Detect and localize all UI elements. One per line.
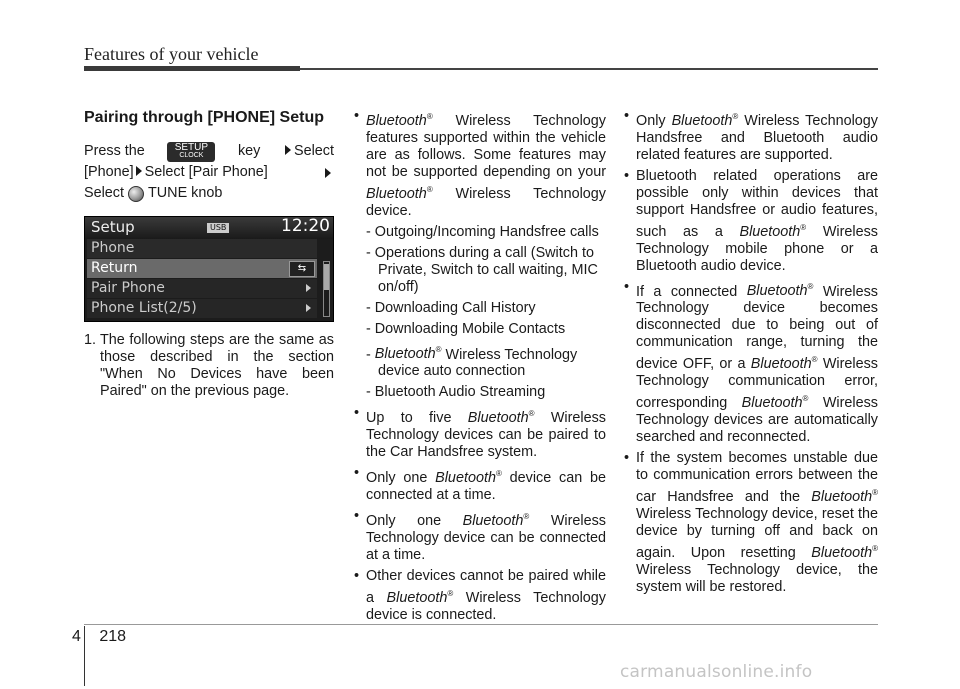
instruction-line-2: [Phone] Select [Pair Phone] [84, 162, 334, 183]
bullet-related-operations: • Bluetooth related operations are possible only within devices that support Handsfree or audio features, such as a Bluetooth® Wireless Technology mobile phone or a Bluetooth audio device. [624, 168, 878, 275]
screen-scrollbar [323, 261, 330, 317]
page-number [72, 628, 126, 646]
usb-icon: USB [207, 223, 229, 233]
sub-item: - Outgoing/Incoming Handsfree calls [366, 223, 599, 240]
instruction-line-3: Select TUNE knob [84, 185, 223, 201]
screen-title: Setup [91, 218, 135, 236]
screen-clock: 12:20 [281, 216, 330, 236]
tune-knob-icon [128, 186, 144, 202]
header-rule [300, 68, 878, 70]
screen-row-phone-list: Phone List(2/5) [87, 299, 317, 318]
bullet-disconnected: • If a connected Bluetooth® Wireless Technology device becomes disconnected due to being out of communication range, turning the device OFF, or a Bluetooth® Wireless Technology communication error, corresponding Bluetooth® Wireless Technology devices are automatically searched and reconnected. [624, 279, 878, 446]
column-3 [624, 108, 878, 600]
bullet-only-handsfree: • Only Bluetooth® Wireless Technology Handsfree and Bluetooth audio related features are supported. [624, 108, 878, 164]
page-number-value: 218 [99, 628, 127, 645]
numbered-step: 1. The following steps are the same as those described in the section "When No Devices have been Paired" on the previous page. [84, 332, 334, 399]
sub-item: - Bluetooth Audio Streaming [366, 384, 546, 401]
chevron-right-icon [306, 304, 311, 312]
setup-key-icon: SETUP CLOCK [167, 142, 215, 162]
screen-row-pair-phone: Pair Phone [87, 279, 317, 298]
sub-item: - Bluetooth® Wireless Technology device auto connection [366, 345, 578, 380]
column-1 [84, 108, 334, 400]
bullet-unstable: • If the system becomes unstable due to communication errors between the car Handsfree and the Bluetooth® Wireless Technology device, reset the device by turning off and back on again. Upon resetting Bluetooth® Wireless Technology device, the system will be restored. [624, 450, 878, 596]
screen-row-return: Return ⇆ [87, 259, 317, 278]
setup-screen-image [84, 216, 334, 322]
screen-row-phone: Phone [87, 239, 317, 258]
sub-item: - Downloading Mobile Contacts [366, 320, 566, 337]
sub-item: - Downloading Call History [366, 299, 536, 316]
instruction-line-1: Press the SETUP CLOCK key Select [84, 141, 334, 162]
chapter-number: 4 [72, 628, 81, 645]
sub-item: - Operations during a call (Switch to Private, Switch to call waiting, MIC on/off) [366, 244, 598, 295]
section-heading: Pairing through [PHONE] Setup [84, 109, 324, 126]
column-2 [354, 108, 606, 628]
instruction-block [84, 141, 334, 204]
bullet-features-supported: • Bluetooth® Wireless Technology features supported within the vehicle are as follows. Some features may not be supported depending on your Bluetooth® Wireless Technology device. - Outgoing/Incoming Handsfree calls - Operations during a call (Switch to Private, Switch to call waiting, MIC on/off) - Downloading Call History - Downloading Mobile Contacts - Bluetooth® Wireless Technology device auto connection - Bluetooth Audio Streaming [354, 108, 606, 401]
arrow-right-icon [325, 168, 331, 178]
header-bar [84, 66, 300, 71]
bullet-up-to-five: • Up to five Bluetooth® Wireless Technology devices can be paired to the Car Handsfree system. [354, 405, 606, 461]
bullet-only-one-connected: • Only one Bluetooth® device can be connected at a time. [354, 465, 606, 504]
back-icon: ⇆ [289, 261, 315, 277]
bullet-other-devices: • Other devices cannot be paired while a Bluetooth® Wireless Technology device is connected. [354, 568, 606, 624]
bullet-only-one-device: • Only one Bluetooth® Wireless Technology device can be connected at a time. [354, 508, 606, 564]
page-header-title: Features of your vehicle [84, 44, 259, 64]
footer-rule [84, 624, 878, 625]
arrow-right-icon [285, 145, 291, 155]
watermark: carmanualsonline.info [620, 662, 813, 682]
arrow-right-icon [136, 166, 142, 176]
chevron-right-icon [306, 284, 311, 292]
